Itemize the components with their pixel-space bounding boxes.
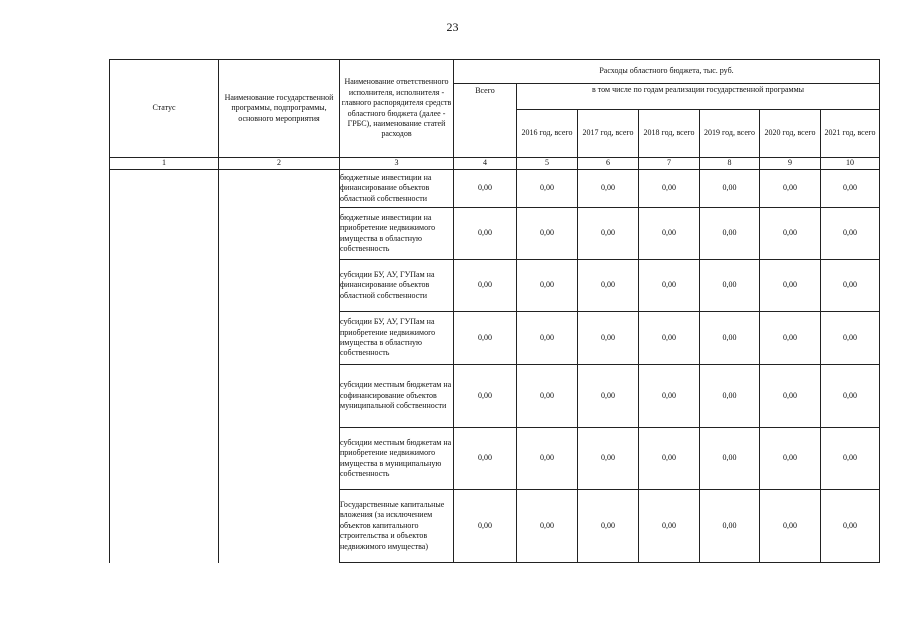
value-2017: 0,00 (578, 365, 639, 428)
value-2017: 0,00 (578, 208, 639, 260)
value-2017: 0,00 (578, 170, 639, 208)
column-number: 9 (760, 158, 821, 170)
value-2021: 0,00 (821, 208, 880, 260)
expense-item-name: бюджетные инвестиции на приобретение недвижимого имущества в областную собственность (340, 208, 454, 260)
value-2018: 0,00 (639, 208, 700, 260)
value-2018: 0,00 (639, 260, 700, 312)
value-2021: 0,00 (821, 428, 880, 490)
value-2020: 0,00 (760, 170, 821, 208)
column-number: 7 (639, 158, 700, 170)
expense-item-name: субсидии местным бюджетам на приобретение недвижимого имущества в муниципальную собственность (340, 428, 454, 490)
value-2016: 0,00 (517, 260, 578, 312)
budget-table (109, 59, 880, 563)
value-2018: 0,00 (639, 312, 700, 365)
value-2020: 0,00 (760, 260, 821, 312)
value-2018: 0,00 (639, 170, 700, 208)
header-status: Статус (110, 60, 219, 158)
value-2019: 0,00 (700, 312, 760, 365)
value-total: 0,00 (454, 170, 517, 208)
value-2021: 0,00 (821, 312, 880, 365)
value-total: 0,00 (454, 428, 517, 490)
value-total: 0,00 (454, 365, 517, 428)
column-number: 5 (517, 158, 578, 170)
value-2017: 0,00 (578, 260, 639, 312)
value-2021: 0,00 (821, 490, 880, 563)
value-total: 0,00 (454, 260, 517, 312)
value-2019: 0,00 (700, 490, 760, 563)
value-2019: 0,00 (700, 365, 760, 428)
value-2019: 0,00 (700, 208, 760, 260)
value-total: 0,00 (454, 312, 517, 365)
value-2016: 0,00 (517, 428, 578, 490)
value-2018: 0,00 (639, 428, 700, 490)
status-cell (110, 170, 219, 563)
table-row (110, 170, 880, 208)
expense-item-name: Государственные капитальные вложения (за исключением объектов капитального строительства и объектов недвижимого имущества) (340, 490, 454, 563)
program-cell (219, 170, 340, 563)
value-2016: 0,00 (517, 312, 578, 365)
value-2019: 0,00 (700, 260, 760, 312)
page-number: 23 (446, 20, 459, 34)
column-number: 3 (340, 158, 454, 170)
expense-item-name: бюджетные инвестиции на финансирование объектов областной собственности (340, 170, 454, 208)
value-2020: 0,00 (760, 208, 821, 260)
expense-item-name: субсидии БУ, АУ, ГУПам на финансирование объектов областной собственности (340, 260, 454, 312)
column-number: 1 (110, 158, 219, 170)
value-2020: 0,00 (760, 490, 821, 563)
value-total: 0,00 (454, 208, 517, 260)
header-year-2016: 2016 год, всего (517, 110, 578, 158)
column-number: 4 (454, 158, 517, 170)
value-2020: 0,00 (760, 312, 821, 365)
header-by-years: в том числе по годам реализации государственной программы (517, 84, 880, 110)
header-row-1 (110, 60, 880, 84)
header-year-2018: 2018 год, всего (639, 110, 700, 158)
expense-item-name: субсидии местным бюджетам на софинансирование объектов муниципальной собственности (340, 365, 454, 428)
header-year-2021: 2021 год, всего (821, 110, 880, 158)
header-year-2019: 2019 год, всего (700, 110, 760, 158)
value-2016: 0,00 (517, 365, 578, 428)
column-number: 6 (578, 158, 639, 170)
value-2017: 0,00 (578, 312, 639, 365)
header-budget-group: Расходы областного бюджета, тыс. руб. (454, 60, 880, 84)
column-number: 8 (700, 158, 760, 170)
header-program-name: Наименование государственной программы, подпрограммы, основного мероприятия (219, 60, 340, 158)
value-2021: 0,00 (821, 365, 880, 428)
value-2020: 0,00 (760, 365, 821, 428)
expense-item-name: субсидии БУ, АУ, ГУПам на приобретение недвижимого имущества в областную собственность (340, 312, 454, 365)
value-2016: 0,00 (517, 490, 578, 563)
value-2018: 0,00 (639, 365, 700, 428)
column-number: 2 (219, 158, 340, 170)
value-2018: 0,00 (639, 490, 700, 563)
value-2016: 0,00 (517, 208, 578, 260)
header-executor: Наименование ответственного исполнителя, исполнителя - главного распорядителя средств областного бюджета (далее - ГРБС), наименование статей расходов (340, 60, 454, 158)
column-number-row (110, 158, 880, 170)
column-number: 10 (821, 158, 880, 170)
value-2019: 0,00 (700, 428, 760, 490)
value-2021: 0,00 (821, 170, 880, 208)
header-year-2020: 2020 год, всего (760, 110, 821, 158)
value-total: 0,00 (454, 490, 517, 563)
header-total: Всего (454, 84, 517, 158)
value-2017: 0,00 (578, 490, 639, 563)
value-2017: 0,00 (578, 428, 639, 490)
value-2020: 0,00 (760, 428, 821, 490)
value-2016: 0,00 (517, 170, 578, 208)
value-2021: 0,00 (821, 260, 880, 312)
value-2019: 0,00 (700, 170, 760, 208)
header-year-2017: 2017 год, всего (578, 110, 639, 158)
